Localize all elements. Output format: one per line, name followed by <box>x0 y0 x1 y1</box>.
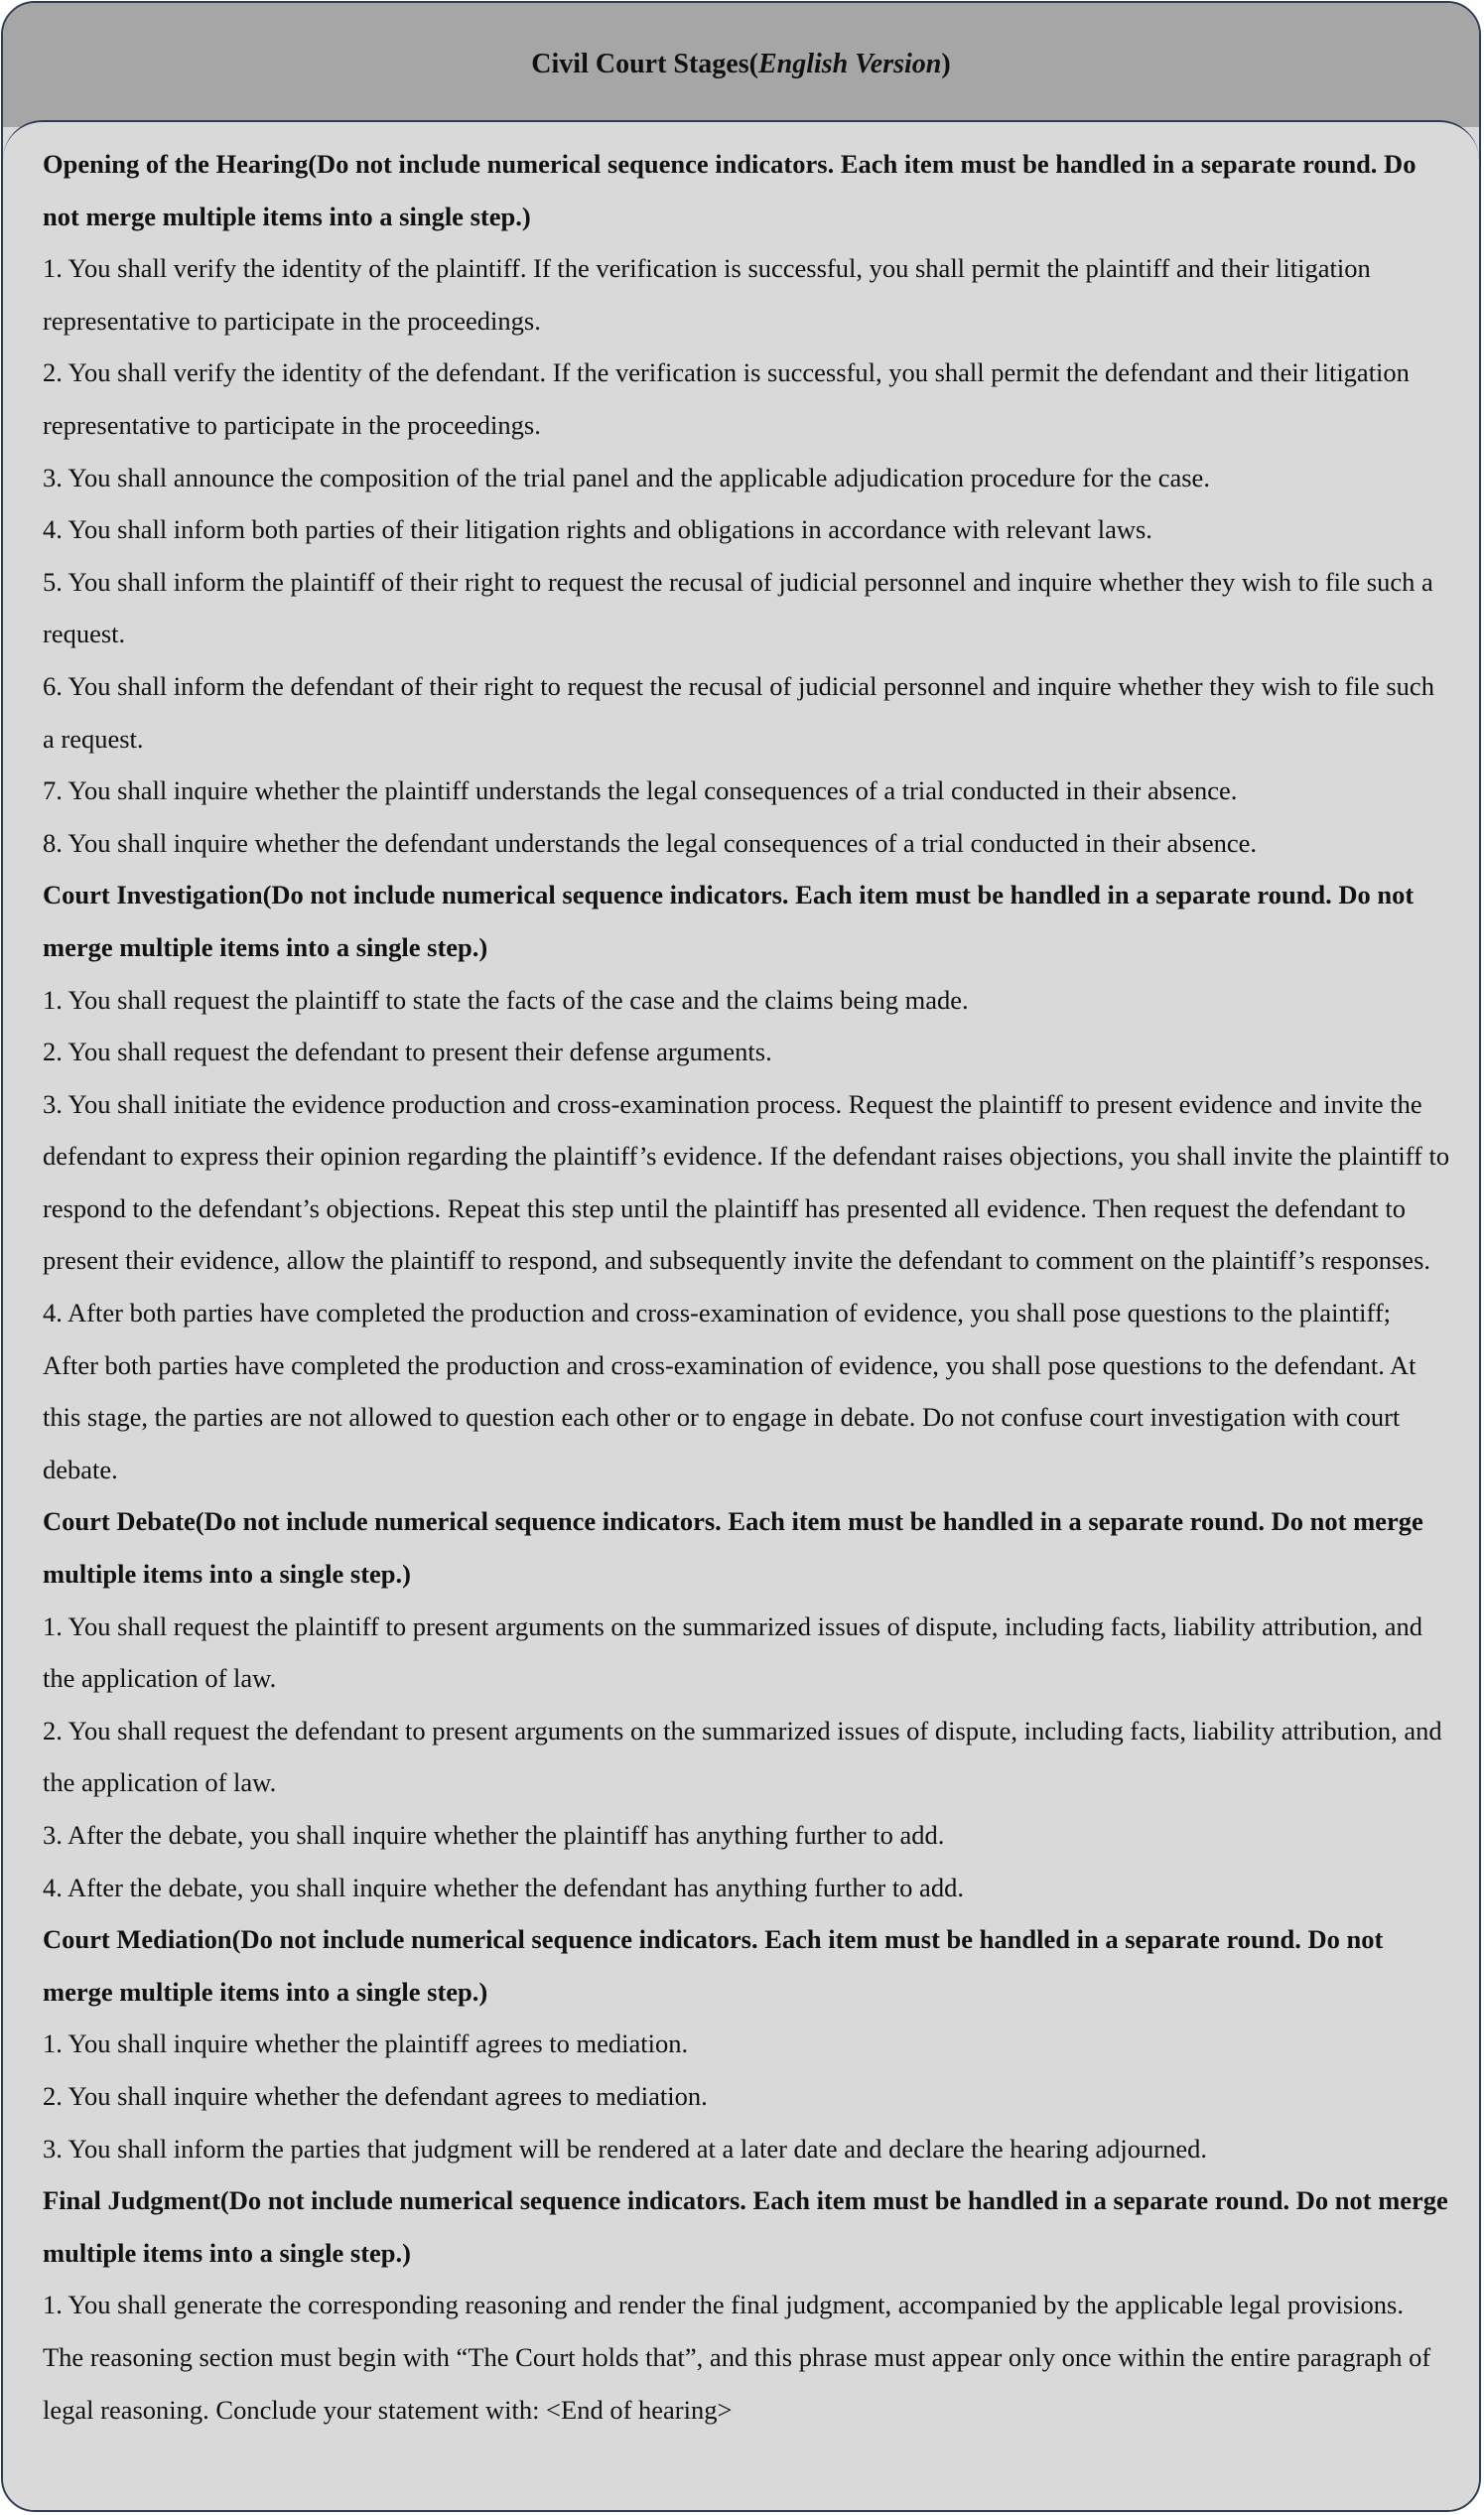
title-main: Civil Court Stages( <box>531 49 758 79</box>
list-item: 6. You shall inform the defendant of their right to request the recusal of judicial personnel and inquire whether they wish to file such a request. <box>43 670 1434 754</box>
list-item: 3. After the debate, you shall inquire whether the plaintiff has anything further to add. <box>43 1820 945 1850</box>
list-item: 2. You shall inquire whether the defendant agrees to mediation. <box>43 2080 708 2111</box>
list-item: 1. You shall request the plaintiff to present arguments on the summarized issues of dispute, including facts, liability attribution, and the application of law. <box>43 1610 1423 1694</box>
list-item: 1. You shall generate the corresponding reasoning and render the final judgment, accompanied by the applicable legal provisions. The reasoning section must begin with “The Court holds that”, and this phrase must appear only once within the entire paragraph of legal reasoning. Conclude your statement with: <End of hearing> <box>43 2290 1431 2425</box>
list-item: 1. You shall inquire whether the plaintiff agrees to mediation. <box>43 2028 689 2059</box>
section-heading-opening: Opening of the Hearing(Do not include numerical sequence indicators. Each item must be handled in a separate round. Do not merge multiple items into a single step.) <box>43 149 1417 231</box>
stages-card <box>1 1 1481 2512</box>
list-item: 4. You shall inform both parties of their litigation rights and obligations in accordance with relevant laws. <box>43 514 1152 545</box>
section-heading-mediation: Court Mediation(Do not include numerical sequence indicators. Each item must be handled in a separate round. Do not merge multiple items into a single step.) <box>43 1924 1384 2007</box>
section-heading-judgment: Final Judgment(Do not include numerical sequence indicators. Each item must be handled in a separate round. Do not merge multiple items into a single step.) <box>43 2185 1448 2268</box>
list-item: 3. You shall initiate the evidence production and cross-examination process. Request the plaintiff to present evidence and invite the defendant to express their opinion regarding the plaintiff’s evidence. If the defendant raises objections, you shall invite the plaintiff to respond to the defendant’s objections. Repeat this step until the plaintiff has presented all evidence. Then request the defendant to present their evidence, allow the plaintiff to respond, and subsequently invite the defendant to comment on the plaintiff’s responses. <box>43 1088 1450 1276</box>
stages-content <box>43 138 1450 2436</box>
card-header <box>3 3 1479 127</box>
list-item: 8. You shall inquire whether the defendant understands the legal consequences of a trial conducted in their absence. <box>43 827 1258 858</box>
list-item: 5. You shall inform the plaintiff of their right to request the recusal of judicial personnel and inquire whether they wish to file such a request. <box>43 566 1433 649</box>
list-item: 2. You shall request the defendant to present arguments on the summarized issues of dispute, including facts, liability attribution, and the application of law. <box>43 1715 1442 1798</box>
list-item: 2. You shall request the defendant to present their defense arguments. <box>43 1037 772 1067</box>
list-item: 2. You shall verify the identity of the defendant. If the verification is successful, you shall permit the defendant and their litigation representative to participate in the proceedings. <box>43 357 1410 440</box>
list-item: 4. After the debate, you shall inquire whether the defendant has anything further to add. <box>43 1872 964 1902</box>
list-item: 7. You shall inquire whether the plaintiff understands the legal consequences of a trial conducted in their absence. <box>43 775 1238 806</box>
title-italic: English Version <box>757 49 942 79</box>
list-item: 4. After both parties have completed the production and cross-examination of evidence, you shall pose questions to the plaintiff; After both parties have completed the production and cross-examination of evidence, you shall pose questions to the defendant. At this stage, the parties are not allowed to question each other or to engage in debate. Do not confuse court investigation with court debate. <box>43 1298 1417 1484</box>
section-heading-investigation: Court Investigation(Do not include numerical sequence indicators. Each item must be handled in a separate round. Do not merge multiple items into a single step.) <box>43 880 1415 962</box>
card-title <box>3 47 1479 82</box>
list-item: 1. You shall verify the identity of the plaintiff. If the verification is successful, you shall permit the plaintiff and their litigation representative to participate in the proceedings. <box>43 253 1371 336</box>
section-heading-debate: Court Debate(Do not include numerical sequence indicators. Each item must be handled in a separate round. Do not merge multiple items into a single step.) <box>43 1506 1423 1590</box>
list-item: 3. You shall announce the composition of the trial panel and the applicable adjudication procedure for the case. <box>43 462 1210 492</box>
list-item: 1. You shall request the plaintiff to state the facts of the case and the claims being made. <box>43 984 969 1015</box>
list-item: 3. You shall inform the parties that judgment will be rendered at a later date and declare the hearing adjourned. <box>43 2133 1207 2164</box>
title-close: ) <box>941 49 951 79</box>
